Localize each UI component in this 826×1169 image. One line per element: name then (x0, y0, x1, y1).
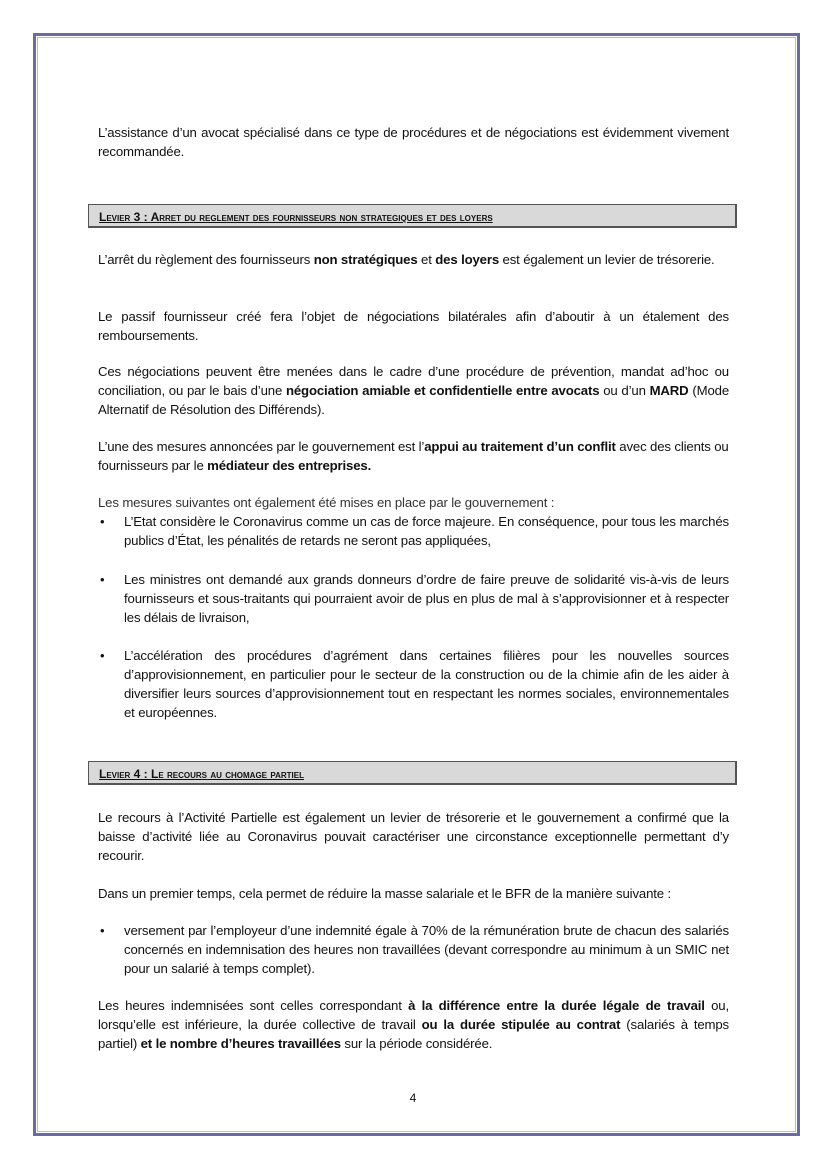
paragraph: Dans un premier temps, cela permet de réduire la masse salariale et le BFR de la manière suivante : (98, 886, 671, 901)
section-header-label: Levier 4 : (99, 767, 152, 781)
closing-paragraph: Les heures indemnisées sont celles correspondant à la différence entre la durée légale de travail ou, lorsqu’elle est inférieure, la durée collective de travail ou la durée stipulée au contrat (salariés à temps partiel) et le nombre d’heures travaillées sur la période considérée. (98, 998, 730, 1051)
section-header-levier-3 (88, 204, 737, 228)
list-intro: Les mesures suivantes ont également été mises en place par le gouvernement : (98, 495, 555, 510)
section-header-title: Arret du reglement des fournisseurs non strategiques et des loyers (150, 210, 493, 224)
paragraph: Ces négociations peuvent être menées dans le cadre d’une procédure de prévention, mandat ad’hoc ou conciliation, ou par le bais d’une négociation amiable et confidentielle entre avocats ou d’un MARD (Mode Alternatif de Résolution des Différends). (98, 364, 730, 417)
paragraph: L’arrêt du règlement des fournisseurs non stratégiques et des loyers est également un levier de trésorerie. (98, 252, 715, 267)
bullet-icon: • (100, 514, 105, 529)
paragraph: Le passif fournisseur créé fera l’objet de négociations bilatérales afin d’aboutir à un étalement des remboursements. (98, 309, 729, 343)
paragraph: L’une des mesures annoncées par le gouvernement est l’appui au traitement d’un conflit avec des clients ou fournisseurs par le médiateur des entreprises. (98, 439, 729, 473)
paragraph: Le recours à l’Activité Partielle est également un levier de trésorerie et le gouvernement a confirmé que la baisse d’activité liée au Coronavirus pouvait caractériser une circonstance exceptionnelle permettant d’y recourir. (98, 810, 729, 863)
section-header-title: Le recours au chomage partiel (151, 767, 304, 781)
intro-paragraph: L’assistance d’un avocat spécialisé dans ce type de procédures et de négociations est évidemment vivement recommandée. (98, 125, 729, 159)
section-header-label: Levier 3 : (99, 210, 151, 224)
section-header-levier-4 (88, 761, 737, 785)
bullet-icon: • (100, 572, 105, 587)
bullet-icon: • (100, 923, 105, 938)
bullet-icon: • (100, 648, 105, 663)
page-number: 4 (409, 1091, 417, 1105)
